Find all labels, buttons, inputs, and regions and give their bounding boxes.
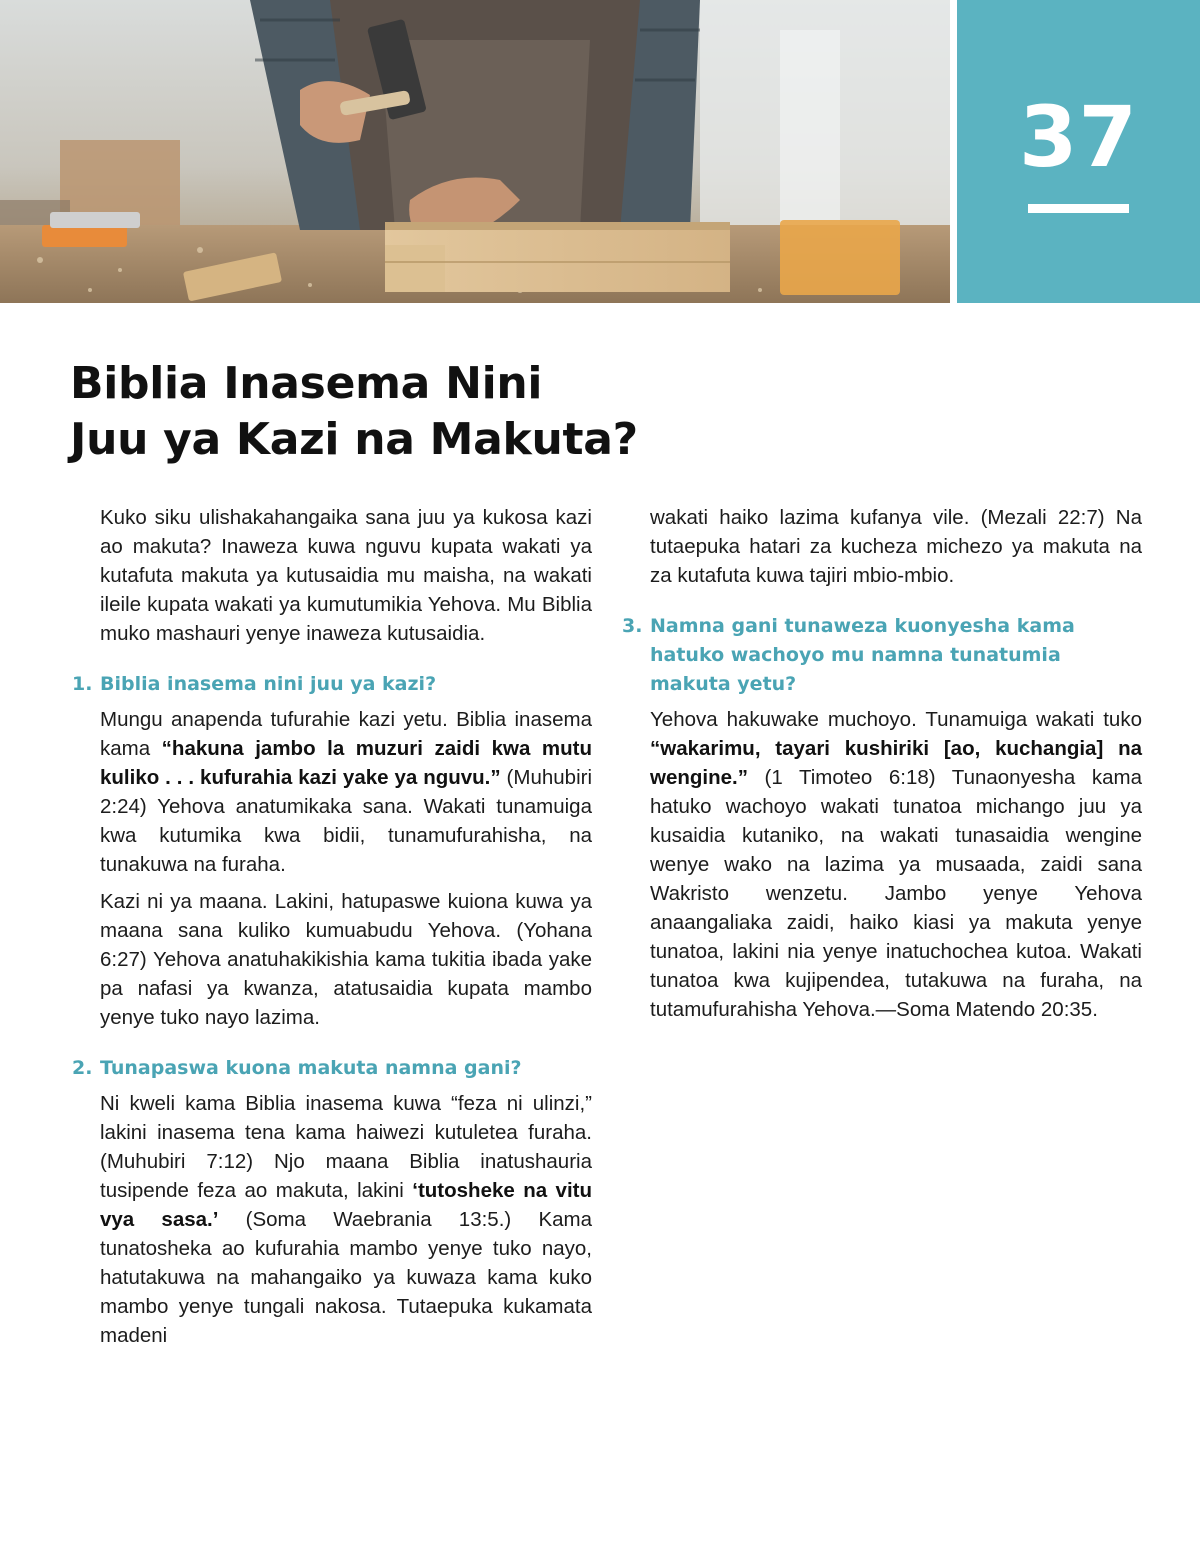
lesson-number: 37 <box>1019 88 1138 186</box>
section-2-paragraph-1 <box>72 1089 592 1350</box>
section-3-paragraph-1-text-c: (1 Timoteo 6:18) Tunaonyesha kama hatuko wachoyo wakati tunatoa michango juu ya kusaidia kutaniko, na wakati tunasaidia wengine wenye wako na lazima ya musaada, zaidi sana Wakristo wenzetu. Jambo yenye Yehova anaangaliaka zaidi, haiko kiasi ya makuta yenye tunatoa, lakini nia yenye inatuchochea kutoa. Wakati tunatoa kwa kujipendea, tutakuwa na furaha, na tutamufurahisha Yehova.—Soma Matendo 20:35. <box>650 766 1142 1021</box>
section-3-question <box>622 612 1142 699</box>
right-column <box>622 503 1142 1032</box>
section-3-paragraph-1 <box>622 705 1142 1024</box>
page-title <box>70 356 770 468</box>
lesson-number-badge <box>957 0 1200 303</box>
intro-paragraph: Kuko siku ulishakahangaika sana juu ya kukosa kazi ao makuta? Inaweza kuwa nguvu kupata wakati ya kutafuta makuta ya kutusaidia mu maisha, na wakati ileile kupata wakati ya kumutumikia Yehova. Mu Biblia muko mashauri yenye inaweza kutusaidia. <box>100 506 592 645</box>
carpenter-photo-illustration <box>0 0 950 303</box>
section-1-quote: “hakuna jambo la muzuri zaidi kwa mutu kuliko . . . kufurahia kazi yake ya nguvu.” <box>100 737 592 789</box>
section-1-question-text: Biblia inasema nini juu ya kazi? <box>100 673 437 695</box>
section-1-question <box>72 670 592 699</box>
section-2-question-text: Tunapaswa kuona makuta namna gani? <box>100 1057 522 1079</box>
section-2-quote: ‘tutosheke na vitu vya sasa.’ <box>100 1179 592 1231</box>
section-3-quote: “wakarimu, tayari kushiriki [ao, kuchangia] na wengine.” <box>650 737 1142 789</box>
section-2-question <box>72 1054 592 1083</box>
section-3-question-text: Namna gani tunaweza kuonyesha kama hatuko wachoyo mu namna tunatumia makuta yetu? <box>650 615 1075 695</box>
header-photo <box>0 0 950 303</box>
section-1-paragraph-1-text-a: Mungu anapenda tufurahie kazi yetu. Biblia inasema kama <box>100 708 592 760</box>
section-1-paragraph-1-text-c: (Muhubiri 2:24) Yehova anatumikaka sana. Wakati tunamuiga kwa kutumika kwa bidii, tunamufurahisha, na tunakuwa na furaha. <box>100 766 592 876</box>
section-2-paragraph-1-text-a: Ni kweli kama Biblia inasema kuwa “feza ni ulinzi,” lakini inasema tena kama haiwezi kutuletea furaha. (Muhubiri 7:12) Njo maana Biblia inatushauria tusipende feza ao makuta, lakini <box>100 1092 592 1202</box>
lesson-number-underline <box>1028 204 1129 213</box>
section-2-paragraph-continued: wakati haiko lazima kufanya vile. (Mezali 22:7) Na tutaepuka hatari za kucheza michezo ya makuta na za kutafuta kuwa tajiri mbio-mbio. <box>650 506 1142 587</box>
section-1-paragraph-1 <box>72 705 592 879</box>
section-1-paragraph-2: Kazi ni ya maana. Lakini, hatupaswe kuiona kuwa ya maana sana kuliko kumuabudu Yehova. (Yohana 6:27) Yehova anatuhakikishia kama tukitia ibada yake pa nafasi ya kwanza, atatusaidia kupata mambo yenye tuko nayo lazima. <box>100 890 592 1029</box>
page-title-line-2: Juu ya Kazi na Makuta? <box>70 414 638 465</box>
page-title-line-1: Biblia Inasema Nini <box>70 358 543 409</box>
section-3-paragraph-1-text-a: Yehova hakuwake muchoyo. Tunamuiga wakati tuko <box>650 708 1142 731</box>
section-3-number: 3. <box>622 615 643 637</box>
section-2-paragraph-1-text-c: (Soma Waebrania 13:5.) Kama tunatosheka ao kufurahia mambo yenye tuko nayo, hatutakuwa na mahangaiko ya kuwaza kama kuko mambo yenye tungali nakosa. Tutaepuka kukamata madeni <box>100 1208 592 1347</box>
section-2-number: 2. <box>72 1057 93 1079</box>
left-column <box>72 503 592 1358</box>
section-1-number: 1. <box>72 673 93 695</box>
